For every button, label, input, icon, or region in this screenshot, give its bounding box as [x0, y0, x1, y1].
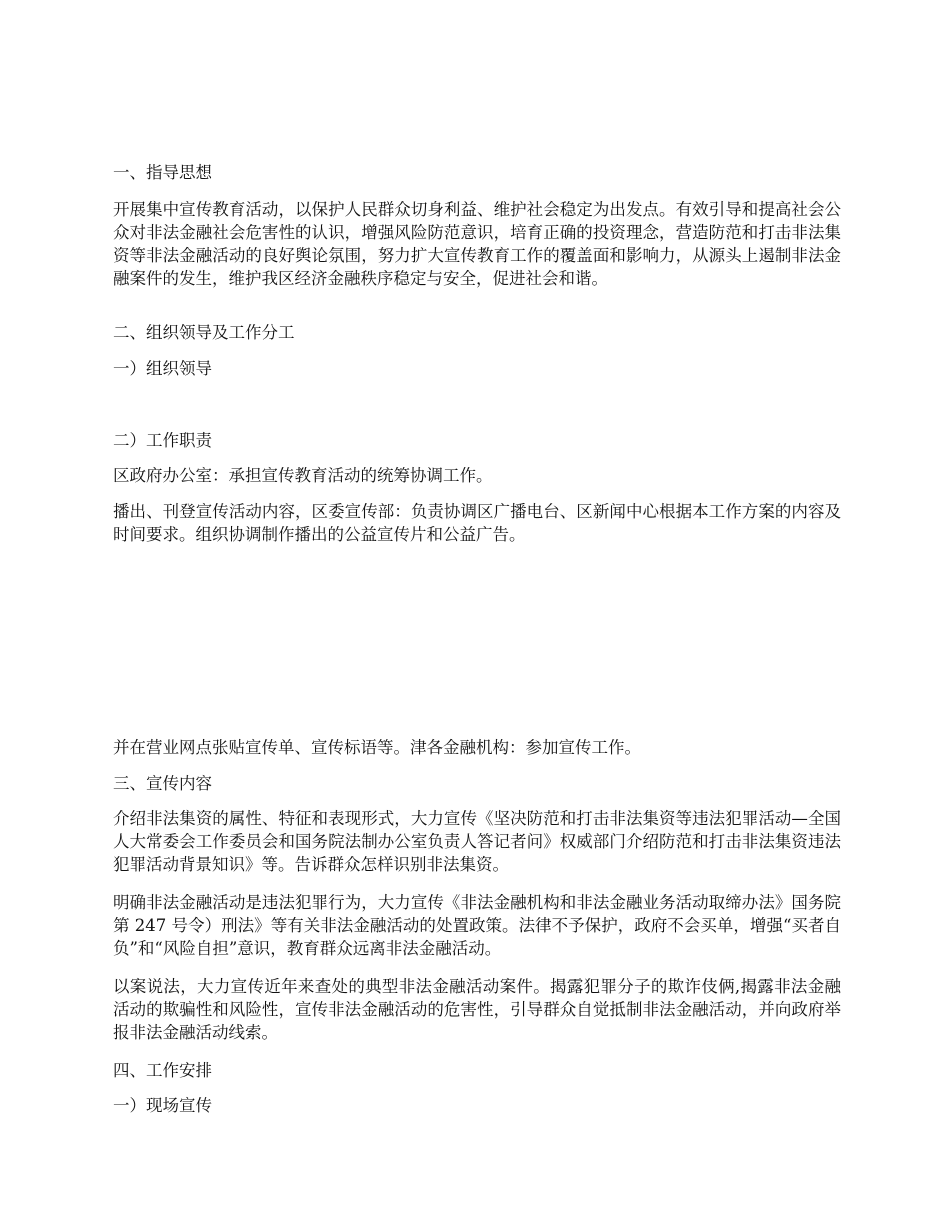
paragraph-financial-institutions: 并在营业网点张贴宣传单、宣传标语等。津各金融机构：参加宣传工作。 [113, 738, 641, 757]
heading-guiding-thought: 一、指导思想 [113, 163, 212, 182]
heading-work-arrangement: 四、工作安排 [113, 1061, 212, 1080]
paragraph-publicity-department: 播出、刊登宣传活动内容，区委宣传部：负责协调区广播电台、区新闻中心根据本工作方案的内容及时间要求。组织协调制作播出的公益宣传片和公益广告。 [113, 502, 841, 544]
paragraph-content-item-2: 明确非法金融活动是违法犯罪行为，大力宣传《非法金融机构和非法金融业务活动取缔办法》国务院第 247 号令）刑法》等有关非法金融活动的处置政策。法律不予保护，政府不会买单，增强“买者自负”和“风险自担”意识，教育群众远离非法金融活动。 [113, 893, 841, 958]
paragraph-district-office: 区政府办公室：承担宣传教育活动的统筹协调工作。 [113, 466, 493, 485]
subheading-work-duties: 二）工作职责 [113, 431, 212, 450]
heading-publicity-content: 三、宣传内容 [113, 774, 212, 793]
subheading-onsite-publicity: 一）现场宣传 [113, 1096, 212, 1115]
heading-organization-division: 二、组织领导及工作分工 [113, 323, 295, 342]
subheading-organization-leadership: 一）组织领导 [113, 359, 212, 378]
paragraph-content-item-3: 以案说法，大力宣传近年来查处的典型非法金融活动案件。揭露犯罪分子的欺诈伎俩,揭露非法金融活动的欺骗性和风险性，宣传非法金融活动的危害性，引导群众自觉抵制非法金融活动，并向政府举报非法金融活动线索。 [113, 977, 841, 1042]
paragraph-content-item-1: 介绍非法集资的属性、特征和表现形式，大力宣传《坚决防范和打击非法集资等违法犯罪活动—全国人大常委会工作委员会和国务院法制办公室负责人答记者问》权威部门介绍防范和打击非法集资违法犯罪活动背景知识》等。告诉群众怎样识别非法集资。 [113, 809, 841, 874]
paragraph-guiding-thought-body: 开展集中宣传教育活动，以保护人民群众切身利益、维护社会稳定为出发点。有效引导和提高社会公众对非法金融社会危害性的认识，增强风险防范意识，培育正确的投资理念，营造防范和打击非法集资等非法金融活动的良好舆论氛围，努力扩大宣传教育工作的覆盖面和影响力，从源头上遏制非法金融案件的发生，维护我区经济金融秩序稳定与安全，促进社会和谐。 [113, 200, 841, 288]
